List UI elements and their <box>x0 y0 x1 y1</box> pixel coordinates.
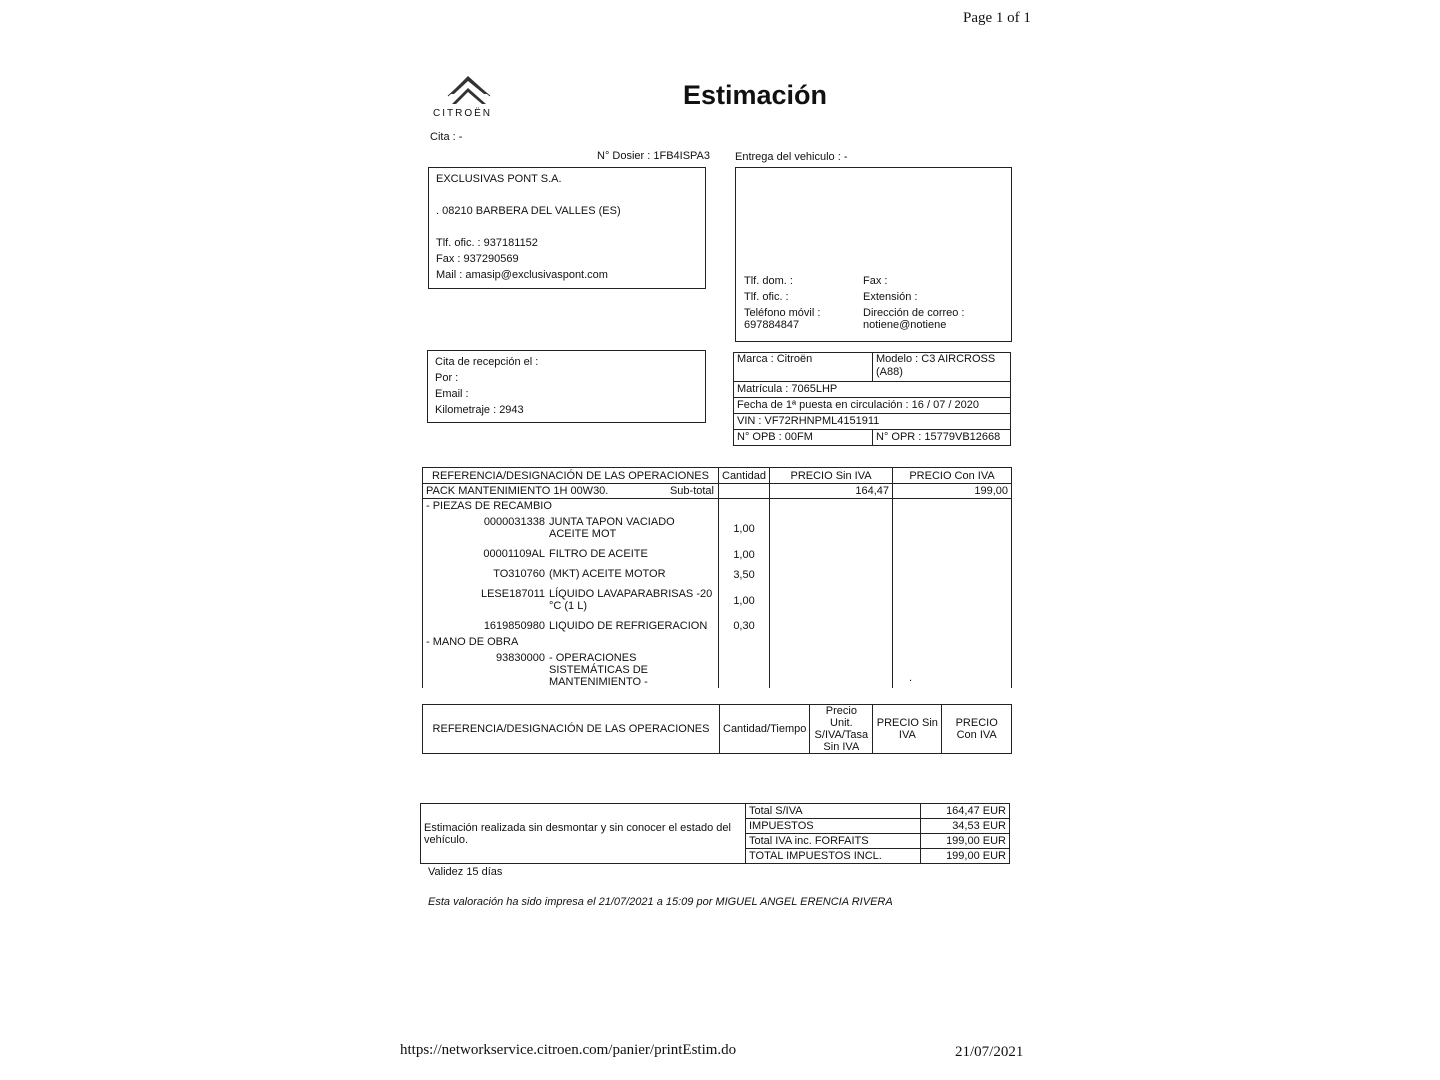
reception-box <box>427 350 706 423</box>
ops2-header-unit: Precio Unit. S/IVA/Tasa Sin IVA <box>810 705 873 754</box>
piezas-desc: JUNTA TAPON VACIADO ACEITE MOT <box>549 516 675 540</box>
dealer-box <box>428 167 706 289</box>
piezas-qty: 1,00 <box>733 595 755 607</box>
piezas-row <box>423 513 718 545</box>
totals-label-3: TOTAL IMPUESTOS INCL. <box>746 849 921 864</box>
reception-por: Por : <box>435 372 459 384</box>
entrega-text: Entrega del vehiculo : - <box>735 151 848 163</box>
printed-by-text: Esta valoración ha sido impresa el 21/07/2021 a 15:09 por MIGUEL ANGEL ERENCIA RIVERA <box>428 896 893 908</box>
footer-date: 21/07/2021 <box>955 1044 1024 1060</box>
piezas-desc: LÍQUIDO LAVAPARABRISAS -20 °C (1 L) <box>549 588 713 612</box>
brand-name: CITROËN <box>433 108 492 119</box>
customer-correo-value: notiene@notiene <box>863 319 947 331</box>
totals-value-2: 199,00 EUR <box>921 834 1010 849</box>
ops-header-ref: REFERENCIA/DESIGNACIÓN DE LAS OPERACIONES <box>423 468 719 484</box>
piezas-ref: 00001109AL <box>483 548 545 560</box>
totals-table <box>420 803 1010 864</box>
ops-mano-list <box>423 649 718 688</box>
dealer-address: . 08210 BARBERA DEL VALLES (ES) <box>436 205 621 217</box>
vehicle-opr: N° OPR : 15779VB12668 <box>873 430 1011 446</box>
mano-ref: 93830000 <box>496 652 545 664</box>
dealer-fax: Fax : 937290569 <box>436 253 519 265</box>
piezas-desc: (MKT) ACEITE MOTOR <box>549 568 666 580</box>
piezas-ref: 1619850980 <box>483 620 545 632</box>
footer-url: https://networkservice.citroen.com/panier/printEstim.do <box>400 1042 737 1058</box>
piezas-qty: 1,00 <box>733 523 755 535</box>
ops2-header-ref: REFERENCIA/DESIGNACIÓN DE LAS OPERACIONES <box>423 705 720 754</box>
page-number: Page 1 of 1 <box>963 10 1031 26</box>
vehicle-fecha: Fecha de 1ª puesta en circulación : 16 / 07 / 2020 <box>734 398 1011 414</box>
customer-tlf-ofic: Tlf. ofic. : <box>744 291 789 303</box>
ops2-header-con-iva: PRECIO Con IVA <box>942 705 1012 754</box>
piezas-qty: 3,50 <box>733 569 755 581</box>
totals-note: Estimación realizada sin desmontar y sin conocer el estado del vehículo. <box>421 804 746 864</box>
vehicle-table <box>733 352 1011 446</box>
totals-label-1: IMPUESTOS <box>746 819 921 834</box>
customer-tlf-dom: Tlf. dom. : <box>744 275 793 287</box>
ops-header-con-iva: PRECIO Con IVA <box>893 468 1012 484</box>
customer-extension: Extensión : <box>863 291 918 303</box>
piezas-desc: FILTRO DE ACEITE <box>549 548 648 560</box>
mano-desc: - OPERACIONES SISTEMÁTICAS DE MANTENIMIENTO - <box>549 652 649 688</box>
dealer-name: EXCLUSIVAS PONT S.A. <box>436 173 562 185</box>
vehicle-vin: VIN : VF72RHNPML4151911 <box>734 414 1011 430</box>
vehicle-opb: N° OPB : 00FM <box>734 430 873 446</box>
operations2-table <box>422 704 1012 754</box>
vehicle-modelo: Modelo : C3 AIRCROSS (A88) <box>873 353 1011 382</box>
piezas-row <box>423 545 718 565</box>
dealer-phone: Tlf. ofic. : 937181152 <box>436 237 538 249</box>
cita-text: Cita : - <box>430 131 463 143</box>
piezas-row <box>423 617 718 635</box>
ops2-header-qty: Cantidad/Tiempo <box>720 705 810 754</box>
reception-email: Email : <box>435 388 469 400</box>
ops-header-qty: Cantidad <box>719 468 770 484</box>
totals-value-3: 199,00 EUR <box>921 849 1010 864</box>
ops-piezas-list <box>423 513 718 635</box>
reception-km: Kilometraje : 2943 <box>435 404 524 416</box>
ops-pack-name: PACK MANTENIMIENTO 1H 00W30. <box>426 485 609 497</box>
piezas-ref: LESE187011 <box>480 588 545 600</box>
customer-movil-value: 697884847 <box>744 319 800 331</box>
piezas-qty: 1,00 <box>733 549 755 561</box>
customer-fax: Fax : <box>863 275 888 287</box>
ops-dot: . <box>909 672 913 684</box>
piezas-ref: 0000031338 <box>483 516 545 528</box>
totals-value-1: 34,53 EUR <box>921 819 1010 834</box>
ops-pack-subtotal-label: Sub-total <box>669 485 714 497</box>
operations-table <box>422 467 1012 688</box>
customer-movil-label: Teléfono móvil : <box>744 307 821 319</box>
ops2-header-sin-iva: PRECIO Sin IVA <box>873 705 942 754</box>
ops-mano-label: - MANO DE OBRA <box>426 636 519 648</box>
ops-piezas-label: - PIEZAS DE RECAMBIO <box>426 500 552 512</box>
customer-box <box>735 167 1012 342</box>
validez-text: Validez 15 días <box>428 866 503 878</box>
totals-label-2: Total IVA inc. FORFAITS <box>746 834 921 849</box>
mano-row <box>423 649 718 688</box>
vehicle-marca: Marca : Citroën <box>734 353 873 382</box>
piezas-row <box>423 565 718 585</box>
totals-label-0: Total S/IVA <box>746 804 921 819</box>
ops-qty-list <box>719 499 769 635</box>
piezas-desc: LIQUIDO DE REFRIGERACION <box>549 620 708 632</box>
reception-cita: Cita de recepción el : <box>435 356 539 368</box>
dealer-mail: Mail : amasip@exclusivaspont.com <box>436 269 608 281</box>
piezas-ref: TO310760 <box>493 568 545 580</box>
ops-pack-sin-iva: 164,47 <box>770 484 893 499</box>
vehicle-matricula: Matrícula : 7065LHP <box>734 382 1011 398</box>
ops-header-sin-iva: PRECIO Sin IVA <box>770 468 893 484</box>
page-title: Estimación <box>683 80 828 110</box>
totals-value-0: 164,47 EUR <box>921 804 1010 819</box>
piezas-row <box>423 585 718 617</box>
piezas-qty: 0,30 <box>733 620 755 632</box>
ops-pack-row <box>423 484 1012 499</box>
ops-pack-con-iva: 199,00 <box>893 484 1012 499</box>
customer-correo-label: Dirección de correo : <box>863 307 965 319</box>
dosier-number: N° Dosier : 1FB4ISPA3 <box>597 150 711 162</box>
